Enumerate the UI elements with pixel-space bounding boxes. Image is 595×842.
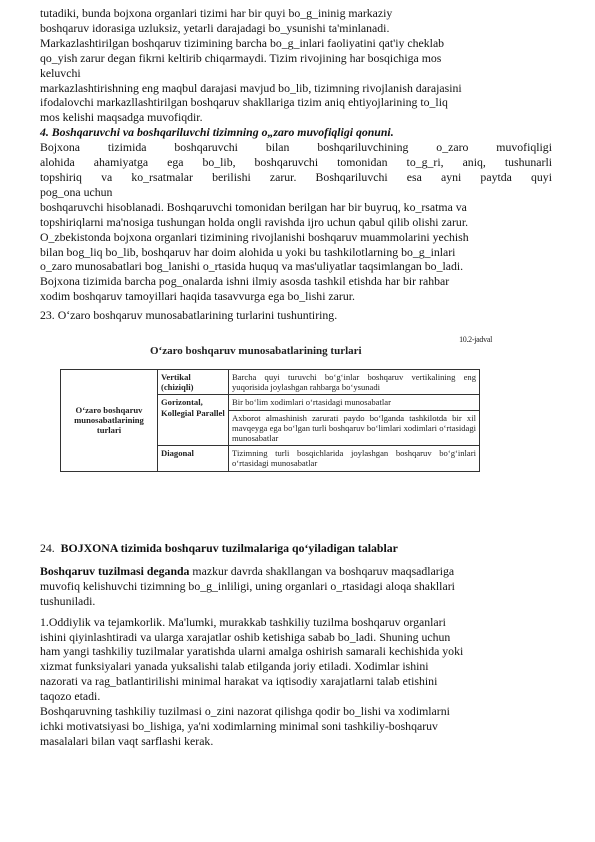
table-cell-desc: Bir bo‘lim xodimlari o‘rtasidagi munosabatlar — [229, 395, 480, 410]
paragraph-line: qo_yish zarur degan fikrni keltirib chiqarmaydi. Tizim rivojining har bosqichiga mos — [40, 50, 442, 65]
paragraph-line: keluvchi — [40, 65, 81, 80]
paragraph-line: ichki motivatsiyasi bo_lishiga, ya'ni xodimlarning minimal soni tashkiliy-boshqaruv — [40, 719, 438, 733]
table-cell-kind: Gorizontal, Kollegial Parallel — [158, 395, 229, 446]
table-row — [61, 370, 480, 395]
question-23: 23. O‘zaro boshqaruv munosabatlarining turlarini tushuntiring. — [40, 308, 338, 323]
paragraph-line: muvofiq kelishuvchi tizimning bo_g_inliligi, uning organlari o_rtasidagi aloqa shakllari — [40, 578, 455, 593]
table-cell-kind: Vertikal (chiziqli) — [158, 370, 229, 395]
paragraph-text: mazkur davrda shakllangan va boshqaruv maqsadlariga — [189, 563, 455, 578]
relations-table-figure — [40, 335, 552, 533]
paragraph-line: masalalari bilan vaqt sarflashi kerak. — [40, 733, 214, 748]
paragraph-line: topshiriq va ko_rsatmalar berilishi zarur. Boshqariluvchi esa ayni paytda quyi — [40, 169, 552, 184]
paragraph-line: bilan bog_liq bo_lib, boshqaruv har doim alohida u yoki bu tashkilotlarning bo_g_inlari — [40, 244, 456, 259]
table-cell-desc: Axborot almashinish zarurati paydo bo‘lganda tashkilotda bir xil mavqeyga ega bo‘lgan turli boshqaruv bo‘limlari xodimlari o‘rtasidagi munosabatlar — [229, 410, 480, 446]
document-page — [40, 6, 552, 749]
paragraph-line: mos kelishi maqsadga muvofiqdir. — [40, 110, 203, 125]
paragraph-line: alohida ahamiyatga ega bo_lib, boshqaruvchi tomonidan to_g_ri, aniq, tushunarli — [40, 155, 552, 170]
relations-table — [60, 369, 480, 472]
paragraph-line: taqozo etadi. — [40, 689, 101, 704]
paragraph-line: boshqaruv idorasiga uzluksiz, yetarli darajadagi bo_ysunishi ta'minlanadi. — [40, 20, 390, 35]
figure-corner-label: 10.2-jadval — [459, 335, 492, 345]
question-24-number: 24. — [40, 541, 55, 556]
paragraph-line: O_zbekistonda bojxona organlari tizimining rivojlanishi boshqaruv muammolarini yechish — [40, 229, 469, 244]
paragraph-line: topshiriqlarni ma'nosiga tushungan holda ongli ravishda ijro uchun qabul qilib olishi zarur. — [40, 214, 469, 229]
paragraph-line: ifodalovchi markazllashtirilgan boshqaruv shakllariga tizim aniq ehtiyojlarining to_liq — [40, 95, 448, 110]
paragraph-line: boshqaruvchi hisoblanadi. Boshqaruvchi tomonidan berilgan har bir buyruq, ko_rsatma va — [40, 199, 467, 214]
paragraph-line — [40, 564, 552, 579]
question-24 — [40, 541, 552, 556]
paragraph-line: tutadiki, bunda bojxona organlari tizimi har bir quyi bo_g_ininig markaziy — [40, 6, 393, 20]
paragraph-line: Bojxona tizimida boshqaruvchi bilan boshqariluvchining o_zaro muvofiqligi — [40, 140, 552, 155]
paragraph-line: tushuniladi. — [40, 593, 96, 608]
paragraph-line: markazlashtirishning eng maqbul darajasi mavjud bo_lib, tizimning rivojlanish darajasini — [40, 80, 462, 95]
table-cell-desc: Barcha quyi turuvchi bo‘g‘inlar boshqaruv vertikalining eng yuqorisida joylashgan rahbarga bo‘ysunadi — [229, 370, 480, 395]
paragraph-line: pog_ona uchun — [40, 184, 113, 199]
paragraph-line: ham yangi tashkiliy tuzilmalar yaratishda ularni amalga oshirish samarali kechishida yoki — [40, 644, 464, 659]
bold-lead: Boshqaruv tuzilmasi deganda — [40, 563, 190, 578]
table-cell-kind: Diagonal — [158, 446, 229, 471]
section-heading-4: 4. Boshqaruvchi va boshqariluvchi tizimning o„zaro muvofiqligi qonuni. — [40, 125, 394, 140]
paragraph-line: Boshqaruvning tashkiliy tuzilmasi o_zini nazorat qilishga qodir bo_lishi va xodimlarni — [40, 704, 450, 719]
table-cell-desc: Tizimning turli bosqichlarida joylashgan boshqaruv bo‘g‘inlari o‘rtasidagi munosabatlar — [229, 446, 480, 471]
paragraph-line: xizmat funksiyalari yanada yuksalishi talab etilganda joriy etiladi. Xodimlar ishini — [40, 659, 429, 674]
question-24-text: BOJXONA tizimida boshqaruv tuzilmalariga qo‘yiladigan talablar — [60, 541, 398, 556]
paragraph-line: ishini qiyinlashtiradi va ularga xarajatlar oshib ketishiga sabab bo_ladi. Shuning uchun — [40, 629, 451, 644]
table-row-header: O‘zaro boshqaruv munosabatlarining turlari — [61, 370, 158, 472]
paragraph-line: o_zaro munosabatlari bog_lanishi o_rtasida huquq va mas'uliyatlar taqsimlangan bo_ladi. — [40, 259, 464, 274]
paragraph-line: 1.Oddiylik va tejamkorlik. Ma'lumki, murakkab tashkiliy tuzilma boshqaruv organlari — [40, 614, 446, 629]
paragraph-line: Markazlashtirilgan boshqaruv tizimining barcha bo_g_inlari faoliyatini qat'iy cheklab — [40, 35, 445, 50]
paragraph-line: nazorati va rag_batlantirilishi minimal harakat va iqtisodiy xarajatlarni talab etishini — [40, 674, 438, 689]
paragraph-line: xodim boshqaruv tamoyillari haqida tasavvurga ega bo_lishi zarur. — [40, 289, 355, 304]
figure-title: O‘zaro boshqaruv munosabatlarining turlari — [150, 345, 362, 358]
paragraph-line: Bojxona tizimida barcha pog_onalarda ishni ilmiy asosda tashkil etishda har bir rahbar — [40, 274, 450, 289]
